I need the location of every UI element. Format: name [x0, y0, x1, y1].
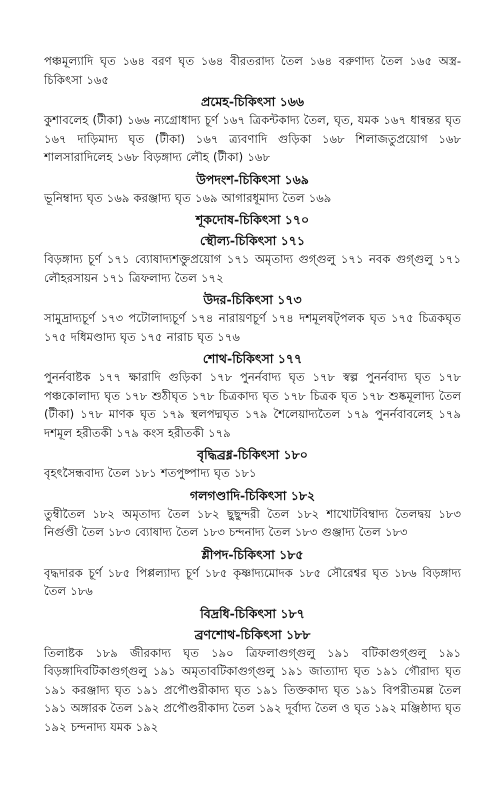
section-vranashotha	[44, 626, 461, 737]
section-sthaulya	[44, 232, 461, 287]
section-heading: প্রমেহ-চিকিৎসা ১৬৬	[201, 94, 304, 109]
section-shlipada	[44, 546, 461, 601]
section-heading: শ্লীপদ-চিকিৎসা ১৮৫	[201, 546, 304, 562]
entry-list: পুনর্নবাষ্টক ১৭৭ ক্ষারাদি গুড়িকা ১৭৮ পুনর্নবাদ্য ঘৃত ১৭৮ স্বল্প পুনর্নবাদ্য ঘৃত ১৭৮ পঞ্চকোলাদ্য ঘৃত ১৭৮ শুঠীঘৃত ১৭৮ চিত্রকাদ্য ঘৃত ১৭৮ চিত্রক ঘৃত ১৭৮ শুষ্কমূলাদ্য তৈল (টীকা) ১৭৮ মাণক ঘৃত ১৭৯ স্থলপদ্মঘৃত ১৭৯ শৈলেয়াদ্যতৈল ১৭৯ পুনর্নবাবলেহ ১৭৯ দশমূল হরীতকী ১৭৯ কংস হরীতকী ১৭৯	[44, 370, 461, 440]
section-heading: বৃদ্ধিব্রধ্ন-চিকিৎসা ১৮০	[197, 447, 308, 462]
section-heading: স্থৌল্য-চিকিৎসা ১৭১	[200, 233, 305, 248]
section-heading: উদর-চিকিৎসা ১৭৩	[203, 292, 302, 307]
entry-list: তিলাষ্টক ১৮৯ জীরকাদ্য ঘৃত ১৯০ ত্রিফলাগুগ্‌গুলু ১৯১ বটিকাগুগ্‌গুলু ১৯১ বিড়ঙ্গাদিবটিকাগুগ্‌গুলু ১৯১ অমৃতাবটিকাগুগ্‌গুলু ১৯১ জাত্যাদ্য ঘৃত ১৯১ গৌরাদ্য ঘৃত ১৯১ করঞ্জাদ্য ঘৃত ১৯১ প্রপৌণ্ডরীকাদ্য ঘৃত ১৯১ তিক্তকাদ্য ঘৃত ১৯১ বিপরীতমল্ল তৈল ১৯১ অঙ্গারক তৈল ১৯২ প্রপৌণ্ডরীকাদ্য তৈল ১৯২ দূর্বাদ্য তৈল ও ঘৃত ১৯২ মঞ্জিষ্ঠাদ্য ঘৃত ১৯২ চন্দনাদ্য যমক ১৯২	[44, 645, 461, 734]
section-shotha	[44, 350, 461, 442]
section-shukadosha	[44, 211, 461, 228]
section-prameha	[44, 93, 461, 167]
entry-list: পঞ্চমূল্যাদি ঘৃত ১৬৪ বরণ ঘৃত ১৬৪ বীরতরাদ্য তৈল ১৬৪ বরুণাদ্য তৈল ১৬৫ অস্ত্র-চিকিৎসা ১৬৫	[44, 54, 461, 87]
section-vidradhi	[44, 605, 461, 622]
section-heading: গলগণ্ডাদি-চিকিৎসা ১৮২	[189, 487, 316, 503]
section-galaganda	[44, 487, 461, 542]
entry-list: ভূনিম্বাদ্য ঘৃত ১৬৯ করঞ্জাদ্য ঘৃত ১৬৯ আগারধূমাদ্য তৈল ১৬৯	[44, 190, 332, 205]
section-astra-continued	[44, 52, 461, 89]
entry-list: সামুদ্রাদ্যচূর্ণ ১৭৩ পটোলাদ্যচূর্ণ ১৭৪ নারায়ণচূর্ণ ১৭৪ দশমূলষট্‌পলক ঘৃত ১৭৫ চিত্রকঘৃত ১৭৫ দধিমণ্ডাদ্য ঘৃত ১৭৫ নারাচ ঘৃত ১৭৬	[44, 311, 461, 344]
section-heading: শোথ-চিকিৎসা ১৭৭	[202, 351, 303, 366]
entry-list: বৃদ্ধদারক চূর্ণ ১৮৫ পিপ্পল্যাদ্য চূর্ণ ১৮৫ কৃষ্ণাদ্যমোদক ১৮৫ সৌরেশ্বর ঘৃত ১৮৬ বিড়ঙ্গাদ্য তৈল ১৮৬	[44, 565, 461, 598]
entry-list: বৃহৎসৈন্ধবাদ্য তৈল ১৮১ শতপুষ্পাদ্য ঘৃত ১৮১	[44, 466, 257, 480]
section-heading: উপদংশ-চিকিৎসা ১৬৯	[196, 171, 309, 187]
section-udara	[44, 291, 461, 346]
entry-list: তুম্বীতৈল ১৮২ অমৃতাদ্য তৈল ১৮২ ছুছুন্দরী তৈল ১৮২ শাখোটবিম্বাদ্য তৈলদ্বয় ১৮৩ নির্গুণ্ডী তৈল ১৮৩ ব্যোষাদ্য তৈল ১৮৩ চন্দনাদ্য তৈল ১৮৩ গুঞ্জাদ্য তৈল ১৮৩	[44, 506, 461, 539]
section-heading: ব্রণশোথ-চিকিৎসা ১৮৮	[194, 626, 311, 642]
entry-list: কুশাবলেহ (টীকা) ১৬৬ ন্যগ্রোধাদ্য চূর্ণ ১৬৭ ত্রিকন্টকাদ্য তৈল, ঘৃত, যমক ১৬৭ ধান্বন্তর ঘৃত ১৬৭ দাড়িমাদ্য ঘৃত (টীকা) ১৬৭ ত্র্যবণাদি গুড়িকা ১৬৮ শিলাজতুপ্রয়োগ ১৬৮ শালসারাদিলেহ ১৬৮ বিড়ঙ্গাদ্য লৌহ (টীকা) ১৬৮	[44, 113, 461, 164]
section-heading: শূকদোষ-চিকিৎসা ১৭০	[195, 212, 310, 227]
section-heading: বিদ্রধি-চিকিৎসা ১৮৭	[200, 605, 305, 621]
entry-list: বিড়ঙ্গাদ্য চূর্ণ ১৭১ ব্যোষাদ্যশক্তুপ্রয়োগ ১৭১ অমৃতাদ্য গুগ্‌গুলু ১৭১ নবক গুগ্‌গুলু ১৭১ লৌহরসায়ন ১৭১ ত্রিফলাদ্য তৈল ১৭২	[44, 252, 461, 285]
section-vriddhi	[44, 446, 461, 483]
section-upadamsha	[44, 171, 461, 208]
